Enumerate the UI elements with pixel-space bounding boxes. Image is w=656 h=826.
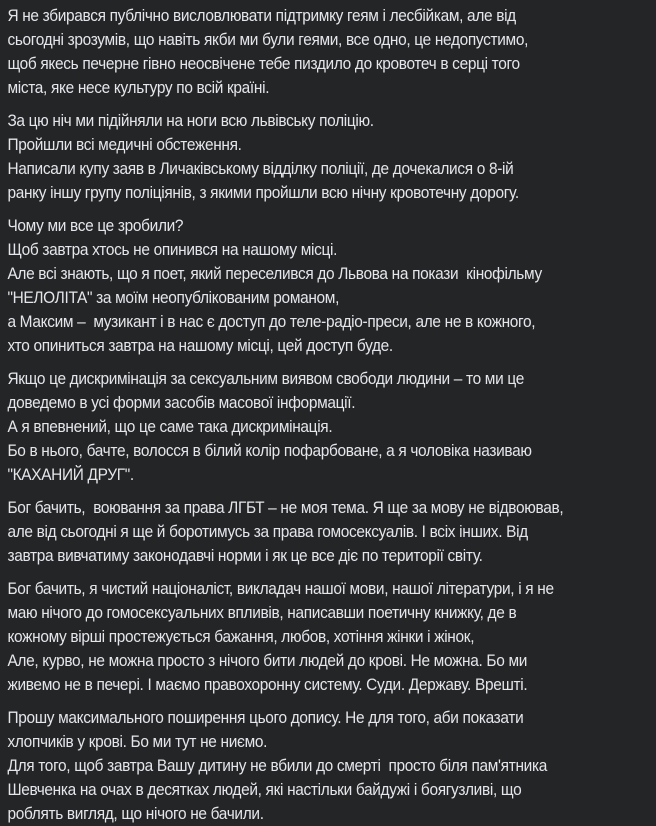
post-paragraph-2 [7, 109, 649, 205]
text-line: сьогодні зрозумів, що навіть якби ми були геями, все одно, це недопустимо, [7, 30, 529, 49]
text-line: Для того, щоб завтра Вашу дитину не вбили до смерті просто біля пам'ятника [7, 756, 547, 775]
text-line: а Максим – музикант і в нас є доступ до теле-радіо-преси, але не в кожного, [7, 312, 536, 331]
text-line: щоб якесь печерне гівно неосвічене тебе пиздило до кровотеч в серці того [7, 54, 520, 73]
text-line: хто опиниться завтра на нашому місці, цей доступ буде. [7, 336, 393, 355]
post-paragraph-4 [7, 367, 649, 487]
text-line: міста, яке несе культуру по всій країні. [7, 78, 270, 97]
text-line: Але, курво, не можна просто з нічого бити людей до крові. Не можна. Бо ми [7, 651, 528, 670]
text-line: "НЕЛОЛІТА" за моїм неопублікованим романом, [7, 288, 340, 307]
text-line: кожному вірші простежується бажання, любов, хотіння жінки і жінок, [7, 627, 475, 646]
text-line: маю нічого до гомосексуальних впливів, написавши поетичну книжку, де в [7, 603, 517, 622]
post-paragraph-3 [7, 214, 649, 358]
text-line: За цю ніч ми підійняли на ноги всю львівську поліцію. [7, 111, 374, 130]
text-line: але від сьогодні я ще й боротимусь за права гомосексуалів. І всіх інших. Від [7, 522, 528, 541]
text-line: Бог бачить, я чистий націоналіст, викладач нашої мови, нашої літератури, і я не [7, 579, 554, 598]
post-paragraph-1 [7, 4, 649, 100]
text-line: Бо в нього, бачте, волосся в білий колір пофарбоване, а я чоловіка називаю [7, 441, 532, 460]
text-line: Чому ми все це зробили? [7, 216, 184, 235]
text-line: Шевченка на очах в десятках людей, які настільки байдужі і боягузливі, що [7, 780, 522, 799]
text-line: А я впевнений, що це саме така дискримінація. [7, 417, 333, 436]
post-paragraph-7 [7, 706, 649, 826]
post-paragraph-6 [7, 577, 649, 697]
text-line: Прошу максимального поширення цього допису. Не для того, аби показати [7, 708, 524, 727]
text-line: "КАХАНИЙ ДРУГ". [7, 465, 134, 484]
text-line: роблять вигляд, що нічого не бачили. [7, 804, 264, 823]
text-line: Бог бачить, воювання за права ЛГБТ – не моя тема. Я ще за мову не відвоював, [7, 498, 564, 517]
text-line: ранку іншу групу поліціянів, з якими пройшли всю нічну кровотечну дорогу. [7, 183, 519, 202]
text-line: Написали купу заяв в Личаківському відділку поліції, де дочекалися о 8-ій [7, 159, 514, 178]
text-line: живемо не в печері. І маємо правохоронну систему. Суди. Державу. Врешті. [7, 675, 528, 694]
text-line: Щоб завтра хтось не опинився на нашому місці. [7, 240, 338, 259]
post-paragraph-5 [7, 496, 649, 568]
text-line: хлопчиків у крові. Бо ми тут не ниємо. [7, 732, 268, 751]
text-line: доведемо в усі форми засобів масової інформації. [7, 393, 356, 412]
text-line: Якщо це дискримінація за сексуальним виявом свободи людини – то ми це [7, 369, 524, 388]
text-line: Пройшли всі медичні обстеження. [7, 135, 242, 154]
text-line: Я не збирався публічно висловлювати підтримку геям і лесбійкам, але від [7, 6, 516, 25]
text-line: завтра вивчатиму законодавчі норми і як це все діє по території світу. [7, 546, 483, 565]
text-line: Але всі знають, що я поет, який переселився до Львова на покази кінофільму [7, 264, 542, 283]
